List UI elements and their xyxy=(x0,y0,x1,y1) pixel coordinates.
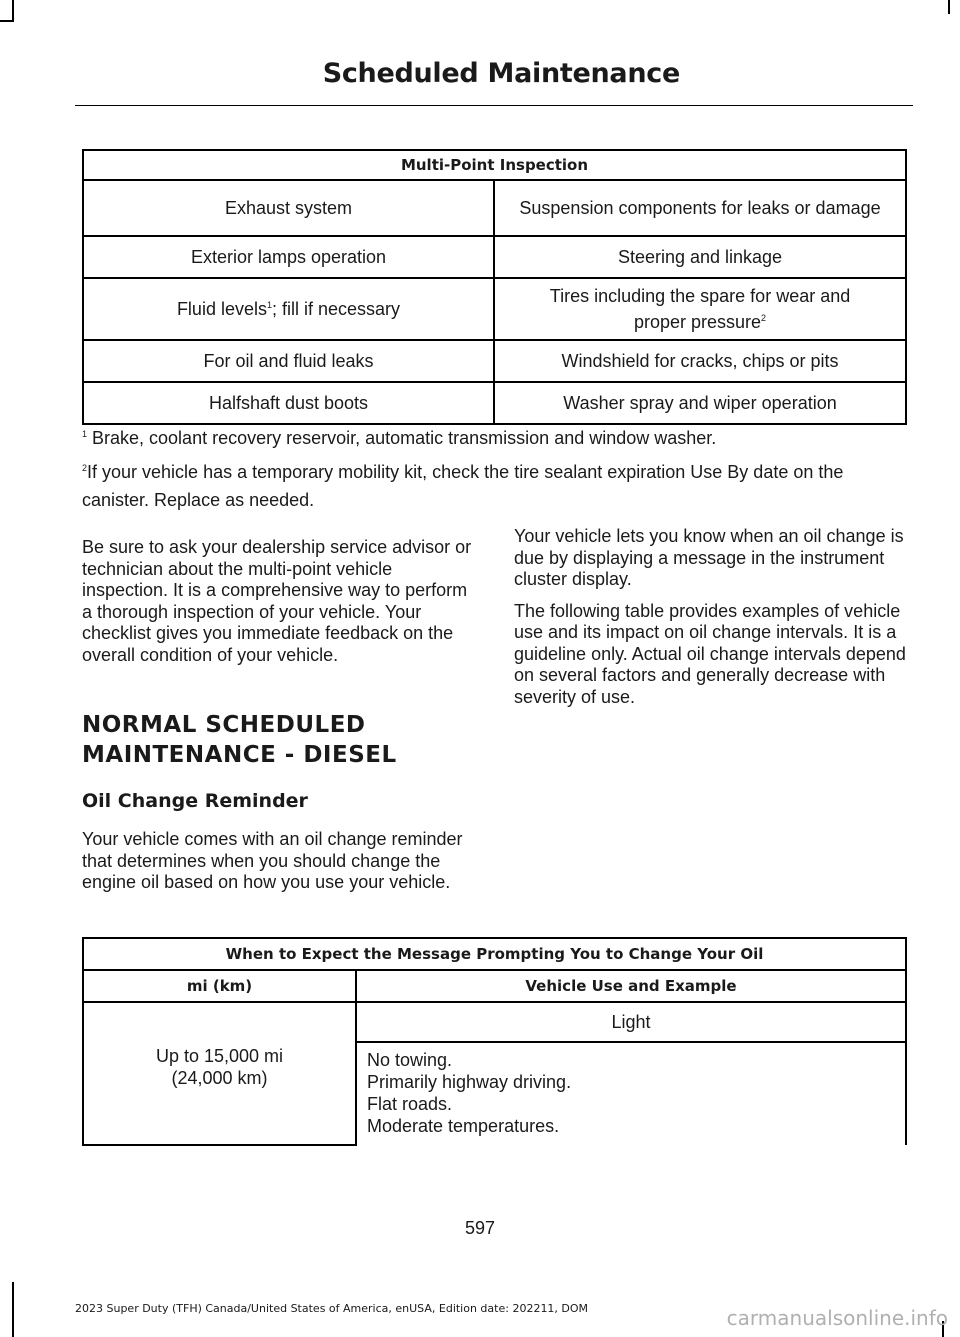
interval-text: (24,000 km) xyxy=(171,1068,268,1088)
multi-point-inspection-table xyxy=(82,149,907,425)
oil-change-table xyxy=(82,937,907,1146)
left-column-intro xyxy=(82,537,477,666)
mpi-table-title: Multi-Point Inspection xyxy=(83,150,906,180)
left-column-oil xyxy=(82,829,477,894)
interval-cell xyxy=(83,1002,356,1145)
table-cell xyxy=(494,278,906,340)
example-line: No towing. xyxy=(367,1050,453,1070)
example-line: Moderate temperatures. xyxy=(367,1116,560,1136)
footnote-2 xyxy=(82,458,912,514)
body-paragraph: Your vehicle comes with an oil change reminder that determines when you should change the engine oil based on how you use your vehicle. xyxy=(82,829,463,892)
footnote-text: Brake, coolant recovery reservoir, automatic transmission and window washer. xyxy=(87,428,717,448)
body-paragraph: The following table provides examples of vehicle use and its impact on oil change intervals. It is a guideline only. Actual oil change intervals depend on several factors and generally decrease with severity of use. xyxy=(514,600,906,707)
table-cell: Windshield for cracks, chips or pits xyxy=(494,340,906,382)
crop-mark xyxy=(12,1282,14,1337)
table-row xyxy=(83,340,906,382)
table-cell: Washer spray and wiper operation xyxy=(494,382,906,424)
table-row xyxy=(83,1002,906,1042)
table-cell: Steering and linkage xyxy=(494,236,906,278)
section-heading xyxy=(82,710,482,770)
crop-mark xyxy=(948,0,950,14)
body-paragraph: Your vehicle lets you know when an oil change is due by displaying a message in the instrument cluster display. xyxy=(514,526,904,589)
table-cell: For oil and fluid leaks xyxy=(83,340,494,382)
table-cell: Halfshaft dust boots xyxy=(83,382,494,424)
table-row xyxy=(83,236,906,278)
right-column xyxy=(514,526,909,708)
column-header: mi (km) xyxy=(83,970,356,1002)
table-cell: Exterior lamps operation xyxy=(83,236,494,278)
footnote-1 xyxy=(82,424,912,452)
watermark: carmanualsonline.info xyxy=(726,1306,948,1330)
page-title: Scheduled Maintenance xyxy=(322,58,680,89)
edition-info: 2023 Super Duty (TFH) Canada/United States of America, enUSA, Edition date: 202211, DOM xyxy=(75,1302,589,1315)
footnote-ref: 1 xyxy=(266,300,272,310)
cell-text: Fluid levels xyxy=(176,299,267,319)
table-cell: Exhaust system xyxy=(83,180,494,236)
footnote-ref: 2 xyxy=(761,313,767,323)
footnote-mark: 1 xyxy=(82,429,88,439)
example-line: Primarily highway driving. xyxy=(367,1072,572,1092)
body-paragraph: Be sure to ask your dealership service advisor or technician about the multi-point vehicle inspection. It is a comprehensive way to perform a thorough inspection of your vehicle. Your checklist gives you immediate feedback on the overall condition of your vehicle. xyxy=(82,537,472,665)
table-row xyxy=(83,180,906,236)
table-row xyxy=(83,382,906,424)
page-number: 597 xyxy=(464,1218,496,1238)
heading-line: MAINTENANCE - DIESEL xyxy=(82,742,397,768)
footnote-mark: 2 xyxy=(82,463,88,473)
cell-text: Tires including the spare for wear and xyxy=(549,286,851,306)
table-cell xyxy=(83,278,494,340)
column-header: Vehicle Use and Example xyxy=(356,970,906,1002)
interval-text: Up to 15,000 mi xyxy=(155,1046,284,1066)
oil-table-title: When to Expect the Message Prompting You to Change Your Oil xyxy=(83,938,906,970)
title-rule xyxy=(75,105,913,106)
table-row xyxy=(83,278,906,340)
cell-text: ; fill if necessary xyxy=(272,299,401,319)
subsection-heading: Oil Change Reminder xyxy=(82,790,308,812)
crop-mark xyxy=(0,20,14,22)
category-cell: Light xyxy=(356,1002,906,1042)
heading-line: NORMAL SCHEDULED xyxy=(82,712,366,738)
example-line: Flat roads. xyxy=(367,1094,453,1114)
footnote-text: If your vehicle has a temporary mobility kit, check the tire sealant expiration Use By date on the canister. Replace as needed. xyxy=(82,462,844,510)
table-cell: Suspension components for leaks or damage xyxy=(494,180,906,236)
examples-cell xyxy=(356,1042,906,1145)
crop-mark xyxy=(12,0,14,20)
cell-text: proper pressure xyxy=(633,312,762,332)
